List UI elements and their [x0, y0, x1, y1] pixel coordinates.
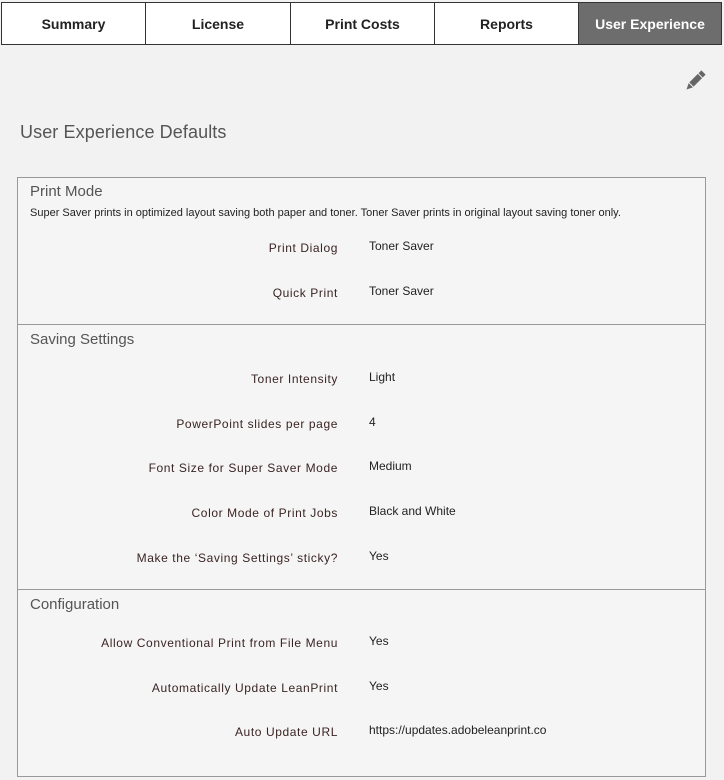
section-title-configuration: Configuration [30, 596, 120, 613]
setting-label: Print Dialog [268, 241, 338, 255]
setting-label: Quick Print [272, 286, 338, 300]
edit-button[interactable] [682, 68, 708, 94]
section-print-mode [18, 178, 705, 325]
tab-summary[interactable]: Summary [2, 3, 146, 44]
setting-value: Toner Saver [369, 284, 434, 298]
setting-label: Auto Update URL [234, 725, 338, 739]
setting-row-font-size [18, 459, 705, 479]
setting-row-conventional-print [18, 634, 705, 654]
setting-value: Light [369, 370, 396, 384]
setting-value: Yes [369, 634, 389, 648]
section-configuration [18, 590, 705, 780]
setting-label: Color Mode of Print Jobs [191, 506, 338, 520]
settings-panel [17, 177, 706, 777]
tab-print-costs[interactable]: Print Costs [291, 3, 435, 44]
setting-value: Toner Saver [369, 239, 434, 253]
setting-row-quick-print [18, 284, 705, 304]
setting-label: PowerPoint slides per page [176, 417, 338, 431]
tab-license[interactable]: License [146, 3, 291, 44]
setting-value: 4 [369, 415, 376, 429]
setting-row-sticky-settings [18, 549, 705, 569]
tab-user-experience[interactable]: User Experience [579, 3, 721, 44]
setting-value: Yes [369, 549, 389, 563]
setting-label: Make the ‘Saving Settings’ sticky? [136, 551, 338, 565]
page-title: User Experience Defaults [20, 122, 227, 142]
setting-row-print-dialog [18, 239, 705, 259]
section-title-print-mode: Print Mode [30, 183, 103, 200]
setting-row-color-mode [18, 504, 705, 524]
setting-label: Toner Intensity [250, 372, 338, 386]
section-saving-settings [18, 325, 705, 590]
setting-value: https://updates.adobeleanprint.co [369, 723, 547, 737]
setting-label: Automatically Update LeanPrint [151, 681, 338, 695]
pencil-icon [682, 68, 708, 94]
section-title-saving-settings: Saving Settings [30, 331, 135, 348]
setting-label: Font Size for Super Saver Mode [148, 461, 338, 475]
tab-reports[interactable]: Reports [435, 3, 579, 44]
setting-label: Allow Conventional Print from File Menu [101, 636, 338, 650]
setting-row-toner-intensity [18, 370, 705, 390]
setting-row-auto-update-url [18, 723, 705, 743]
setting-row-powerpoint-slides [18, 415, 705, 435]
setting-value: Yes [369, 679, 389, 693]
setting-value: Medium [369, 459, 412, 473]
setting-value: Black and White [369, 504, 456, 518]
setting-row-auto-update [18, 679, 705, 699]
section-description-print-mode: Super Saver prints in optimized layout saving both paper and toner. Toner Saver prints in original layout saving toner only. [30, 207, 621, 219]
tab-bar [1, 2, 722, 45]
